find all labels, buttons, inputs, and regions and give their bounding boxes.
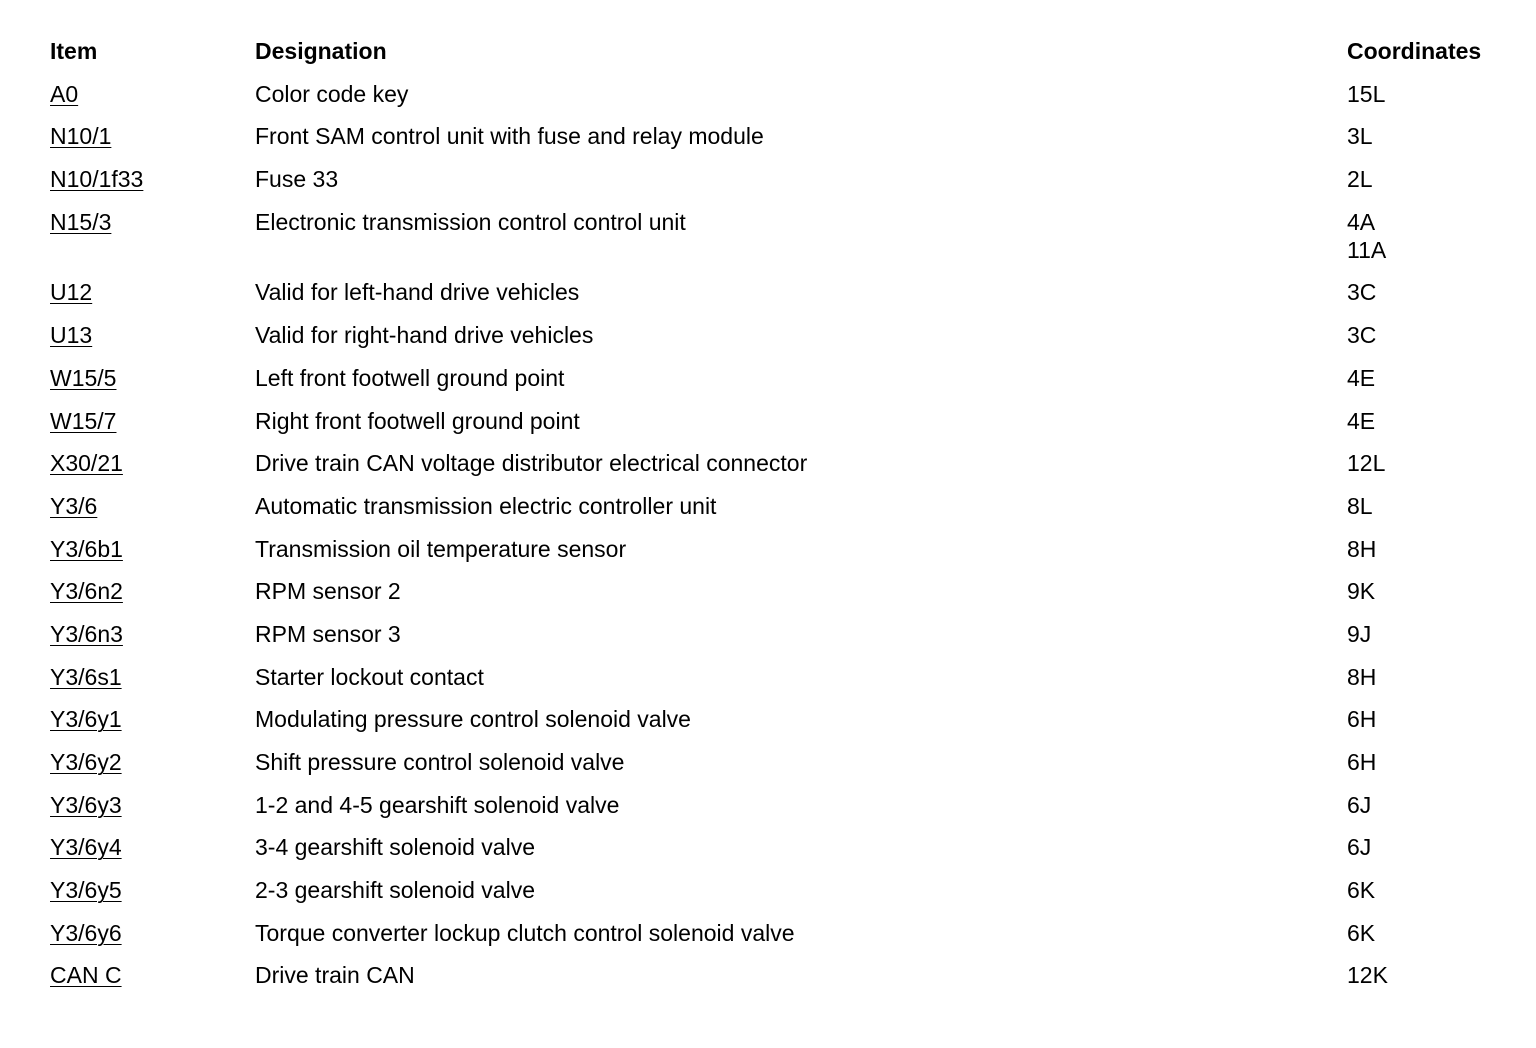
item-cell (50, 620, 255, 648)
item-cell (50, 577, 255, 605)
item-cell (50, 165, 255, 193)
coordinates-cell (1347, 449, 1520, 477)
designation-cell: Starter lockout contact (255, 663, 484, 690)
item-link[interactable]: Y3/6 (50, 492, 98, 519)
designation-cell: 3-4 gearshift solenoid valve (255, 834, 535, 861)
coordinates-cell (1347, 663, 1520, 691)
table-row (50, 620, 1520, 663)
item-cell (50, 321, 255, 349)
coordinate-value: 6J (1347, 791, 1372, 818)
table-row (50, 364, 1520, 407)
item-link[interactable]: N10/1 (50, 123, 112, 150)
coordinates-cell (1347, 122, 1520, 150)
item-link[interactable]: A0 (50, 80, 79, 107)
item-cell (50, 449, 255, 477)
item-link[interactable]: Y3/6y4 (50, 834, 122, 861)
designation-cell: Front SAM control unit with fuse and relay module (255, 123, 764, 150)
component-legend-table (50, 37, 1520, 1004)
designation-cell: Drive train CAN (255, 962, 415, 989)
coordinate-value: 11A (1347, 236, 1387, 263)
table-header-row (50, 37, 1520, 80)
coordinate-value: 6H (1347, 706, 1377, 733)
table-row (50, 876, 1520, 919)
table-row (50, 449, 1520, 492)
designation-cell: Electronic transmission control control unit (255, 208, 686, 235)
designation-cell: Torque converter lockup clutch control solenoid valve (255, 919, 795, 946)
coordinate-value: 9K (1347, 578, 1376, 605)
designation-cell: Automatic transmission electric controller unit (255, 492, 717, 519)
coordinates-cell (1347, 876, 1520, 904)
coordinates-cell (1347, 535, 1520, 563)
coordinates-cell (1347, 364, 1520, 392)
coordinate-value: 6J (1347, 834, 1372, 861)
coordinates-cell (1347, 919, 1520, 947)
coordinates-cell (1347, 165, 1520, 193)
item-link[interactable]: Y3/6y2 (50, 749, 122, 775)
table-row (50, 278, 1520, 321)
item-link[interactable]: X30/21 (50, 450, 123, 477)
item-cell (50, 208, 255, 236)
item-cell (50, 278, 255, 306)
coordinates-cell (1347, 321, 1520, 349)
table-row (50, 961, 1520, 1004)
designation-cell: RPM sensor 2 (255, 578, 401, 605)
designation-cell: Valid for left-hand drive vehicles (255, 279, 580, 306)
designation-cell: Modulating pressure control solenoid valve (255, 706, 691, 733)
designation-cell: RPM sensor 3 (255, 620, 401, 647)
item-link[interactable]: Y3/6y1 (50, 706, 122, 733)
item-cell (50, 876, 255, 904)
item-link[interactable]: U13 (50, 322, 93, 349)
table-row (50, 208, 1520, 279)
coordinates-cell (1347, 80, 1520, 108)
table-row (50, 791, 1520, 834)
coordinates-cell (1347, 577, 1520, 605)
coordinate-value: 2L (1347, 166, 1373, 193)
header-designation: Designation (255, 38, 387, 64)
item-cell (50, 364, 255, 392)
coordinates-cell (1347, 833, 1520, 861)
item-cell (50, 122, 255, 150)
item-link[interactable]: N15/3 (50, 208, 112, 235)
header-coordinates: Coordinates (1347, 38, 1482, 64)
coordinates-cell (1347, 791, 1520, 819)
item-cell (50, 663, 255, 691)
item-cell (50, 535, 255, 563)
header-item: Item (50, 38, 98, 64)
coordinates-cell (1347, 748, 1520, 776)
item-link[interactable]: W15/7 (50, 407, 117, 434)
coordinates-cell (1347, 492, 1520, 520)
item-cell (50, 833, 255, 861)
item-link[interactable]: Y3/6n2 (50, 578, 123, 605)
table-row (50, 748, 1520, 791)
designation-cell: Shift pressure control solenoid valve (255, 749, 625, 775)
item-link[interactable]: Y3/6b1 (50, 535, 123, 562)
item-link[interactable]: N10/1f33 (50, 166, 144, 193)
designation-cell: Valid for right-hand drive vehicles (255, 322, 594, 349)
item-link[interactable]: CAN C (50, 962, 122, 989)
table-row (50, 407, 1520, 450)
table-row (50, 663, 1520, 706)
coordinate-value: 8L (1347, 492, 1373, 519)
table-row (50, 80, 1520, 123)
coordinate-value: 4E (1347, 407, 1376, 434)
coordinate-value: 12K (1347, 962, 1388, 989)
item-cell (50, 705, 255, 733)
table-row (50, 833, 1520, 876)
coordinates-cell (1347, 620, 1520, 648)
designation-cell: 2-3 gearshift solenoid valve (255, 877, 535, 904)
item-link[interactable]: Y3/6y6 (50, 919, 122, 946)
coordinates-cell (1347, 208, 1520, 264)
coordinates-cell (1347, 278, 1520, 306)
item-link[interactable]: Y3/6s1 (50, 663, 122, 690)
item-cell (50, 80, 255, 108)
designation-cell: Transmission oil temperature sensor (255, 535, 627, 562)
table-row (50, 122, 1520, 165)
designation-cell: 1-2 and 4-5 gearshift solenoid valve (255, 791, 620, 818)
coordinate-value: 3L (1347, 123, 1373, 150)
item-cell (50, 791, 255, 819)
table-row (50, 321, 1520, 364)
table-row (50, 165, 1520, 208)
item-link[interactable]: U12 (50, 279, 93, 306)
designation-cell: Right front footwell ground point (255, 407, 580, 434)
coordinates-cell (1347, 705, 1520, 733)
table-row (50, 577, 1520, 620)
table-row (50, 705, 1520, 748)
item-link[interactable]: W15/5 (50, 364, 117, 391)
item-link[interactable]: Y3/6n3 (50, 620, 123, 647)
coordinate-value: 15L (1347, 80, 1386, 107)
coordinate-value: 9J (1347, 620, 1372, 647)
designation-cell: Left front footwell ground point (255, 364, 565, 391)
item-cell (50, 961, 255, 989)
coordinate-value: 3C (1347, 279, 1377, 306)
item-link[interactable]: Y3/6y5 (50, 877, 122, 904)
item-cell (50, 407, 255, 435)
coordinate-value: 4A (1347, 208, 1376, 235)
designation-cell: Drive train CAN voltage distributor electrical connector (255, 450, 808, 477)
coordinate-value: 6K (1347, 877, 1376, 904)
coordinate-value: 8H (1347, 535, 1377, 562)
coordinate-value: 6K (1347, 919, 1376, 946)
coordinate-value: 12L (1347, 450, 1386, 477)
item-link[interactable]: Y3/6y3 (50, 791, 122, 818)
item-cell (50, 492, 255, 520)
coordinate-value: 8H (1347, 663, 1377, 690)
table-row (50, 492, 1520, 535)
table-row (50, 919, 1520, 962)
coordinates-cell (1347, 407, 1520, 435)
designation-cell: Color code key (255, 80, 409, 107)
coordinate-value: 3C (1347, 322, 1377, 349)
table-row (50, 535, 1520, 578)
item-cell (50, 748, 255, 776)
table-body (50, 80, 1520, 1004)
coordinates-cell (1347, 961, 1520, 989)
coordinate-value: 6H (1347, 749, 1377, 775)
designation-cell: Fuse 33 (255, 166, 339, 193)
item-cell (50, 919, 255, 947)
coordinate-value: 4E (1347, 364, 1376, 391)
